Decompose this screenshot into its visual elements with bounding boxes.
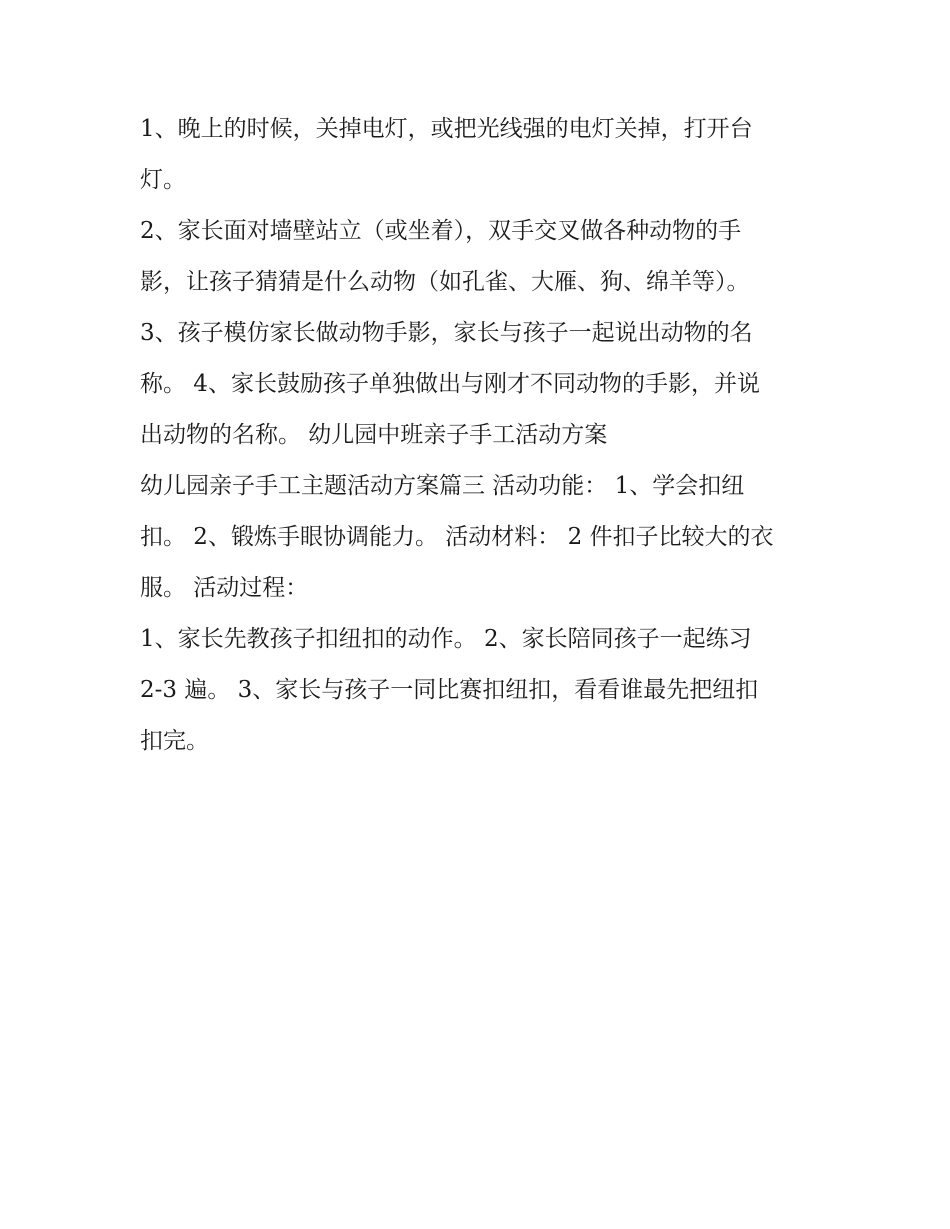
text-line: 扣完。 (140, 728, 209, 754)
text-line: 幼儿园亲子手工主题活动方案篇三 活动功能： 1、学会扣纽 (140, 473, 745, 499)
text-line: 影，让孩子猜猜是什么动物（如孔雀、大雁、狗、绵羊等）。 (140, 269, 750, 295)
text-line: 2、家长面对墙壁站立（或坐着），双手交叉做各种动物的手 (140, 218, 742, 244)
document-body (140, 104, 820, 767)
text-line: 1、晚上的时候，关掉电灯，或把光线强的电灯关掉，打开台 (140, 116, 753, 142)
text-line: 灯。 (140, 167, 186, 193)
text-line: 扣。 2、锻炼手眼协调能力。 活动材料： 2 件扣子比较大的衣 (140, 524, 774, 550)
text-line: 1、家长先教孩子扣纽扣的动作。 2、家长陪同孩子一起练习 (140, 626, 752, 652)
text-line: 3、孩子模仿家长做动物手影，家长与孩子一起说出动物的名 (140, 320, 753, 346)
text-line: 称。 4、家长鼓励孩子单独做出与刚才不同动物的手影，并说 (140, 371, 760, 397)
text-line: 出动物的名称。 幼儿园中班亲子手工活动方案 (140, 422, 608, 448)
text-line: 服。 活动过程： (140, 575, 309, 601)
text-line: 2-3 遍。 3、家长与孩子一同比赛扣纽扣，看看谁最先把纽扣 (140, 677, 759, 703)
